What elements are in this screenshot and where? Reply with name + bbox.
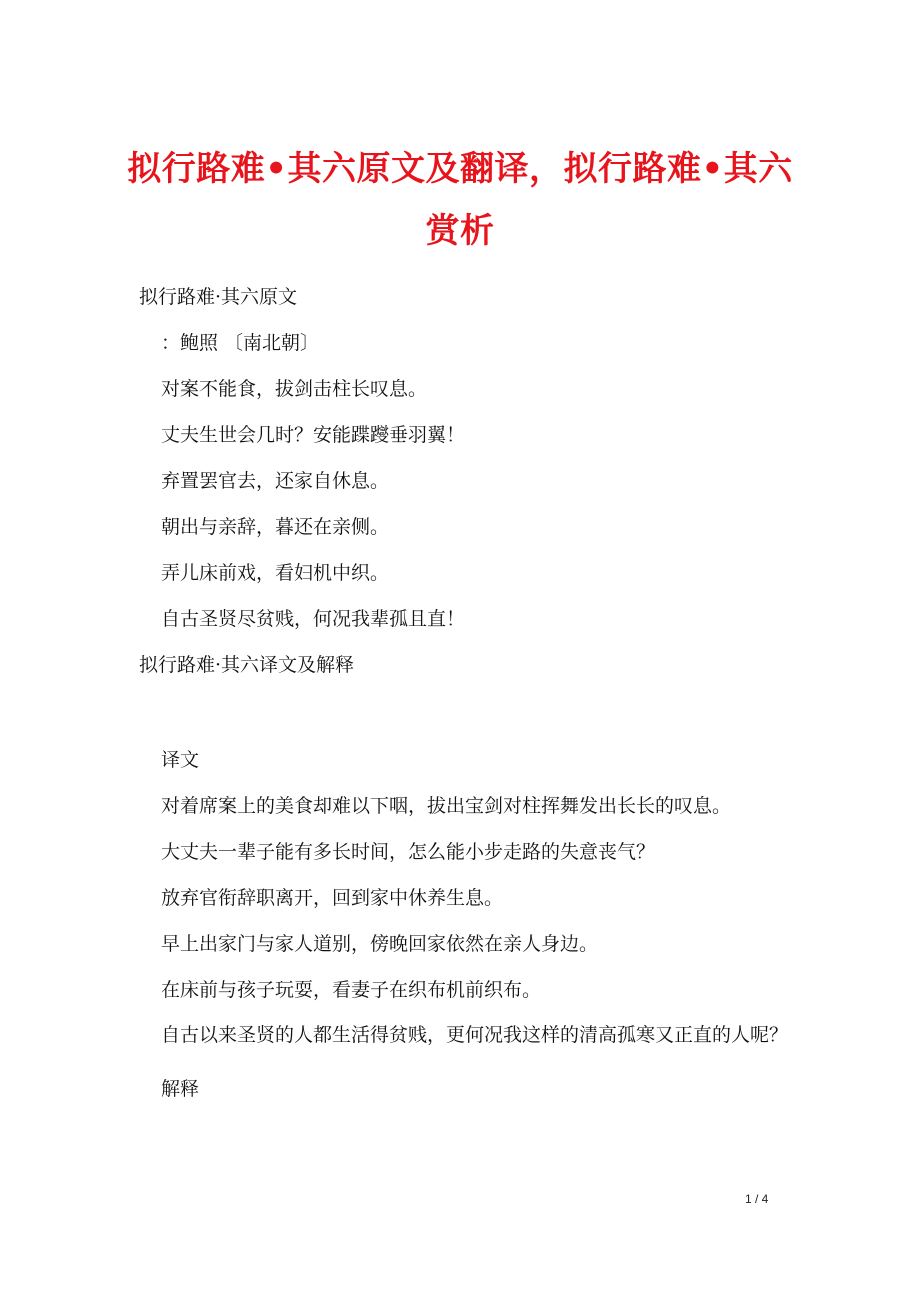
translation-line: 对着席案上的美食却难以下咽，拔出宝剑对柱挥舞发出长长的叹息。 xyxy=(161,795,732,817)
author-line: ：鲍照 〔南北朝〕 xyxy=(161,332,320,354)
translation-heading: 拟行路难·其六译文及解释 xyxy=(139,654,355,676)
poem-line: 弃置罢官去，还家自休息。 xyxy=(161,470,390,492)
original-heading: 拟行路难·其六原文 xyxy=(139,286,298,308)
translation-line: 放弃官衔辞职离开，回到家中休养生息。 xyxy=(161,887,504,909)
translation-line: 大丈夫一辈子能有多长时间，怎么能小步走路的失意丧气？ xyxy=(161,841,656,863)
translation-line: 自古以来圣贤的人都生活得贫贱，更何况我这样的清高孤寒又正直的人呢？ xyxy=(161,1024,789,1046)
poem-line: 对案不能食，拔剑击柱长叹息。 xyxy=(161,378,428,400)
page-number: 1 / 4 xyxy=(745,1192,769,1206)
poem-line: 朝出与亲辞，暮还在亲侧。 xyxy=(161,516,390,538)
translation-label: 译文 xyxy=(161,749,200,771)
translation-line: 在床前与孩子玩耍，看妻子在织布机前织布。 xyxy=(161,979,542,1001)
explanation-label: 解释 xyxy=(161,1078,200,1100)
poem-line: 自古圣贤尽贫贱，何况我辈孤且直！ xyxy=(161,608,466,630)
translation-line: 早上出家门与家人道别，傍晚回家依然在亲人身边。 xyxy=(161,933,599,955)
poem-line: 弄儿床前戏，看妇机中织。 xyxy=(161,562,390,584)
poem-line: 丈夫生世会几时？安能蹀躞垂羽翼！ xyxy=(161,424,466,446)
document-title: 拟行路难•其六原文及翻译，拟行路难•其六赏析 xyxy=(127,149,793,251)
document-body xyxy=(139,285,799,1101)
